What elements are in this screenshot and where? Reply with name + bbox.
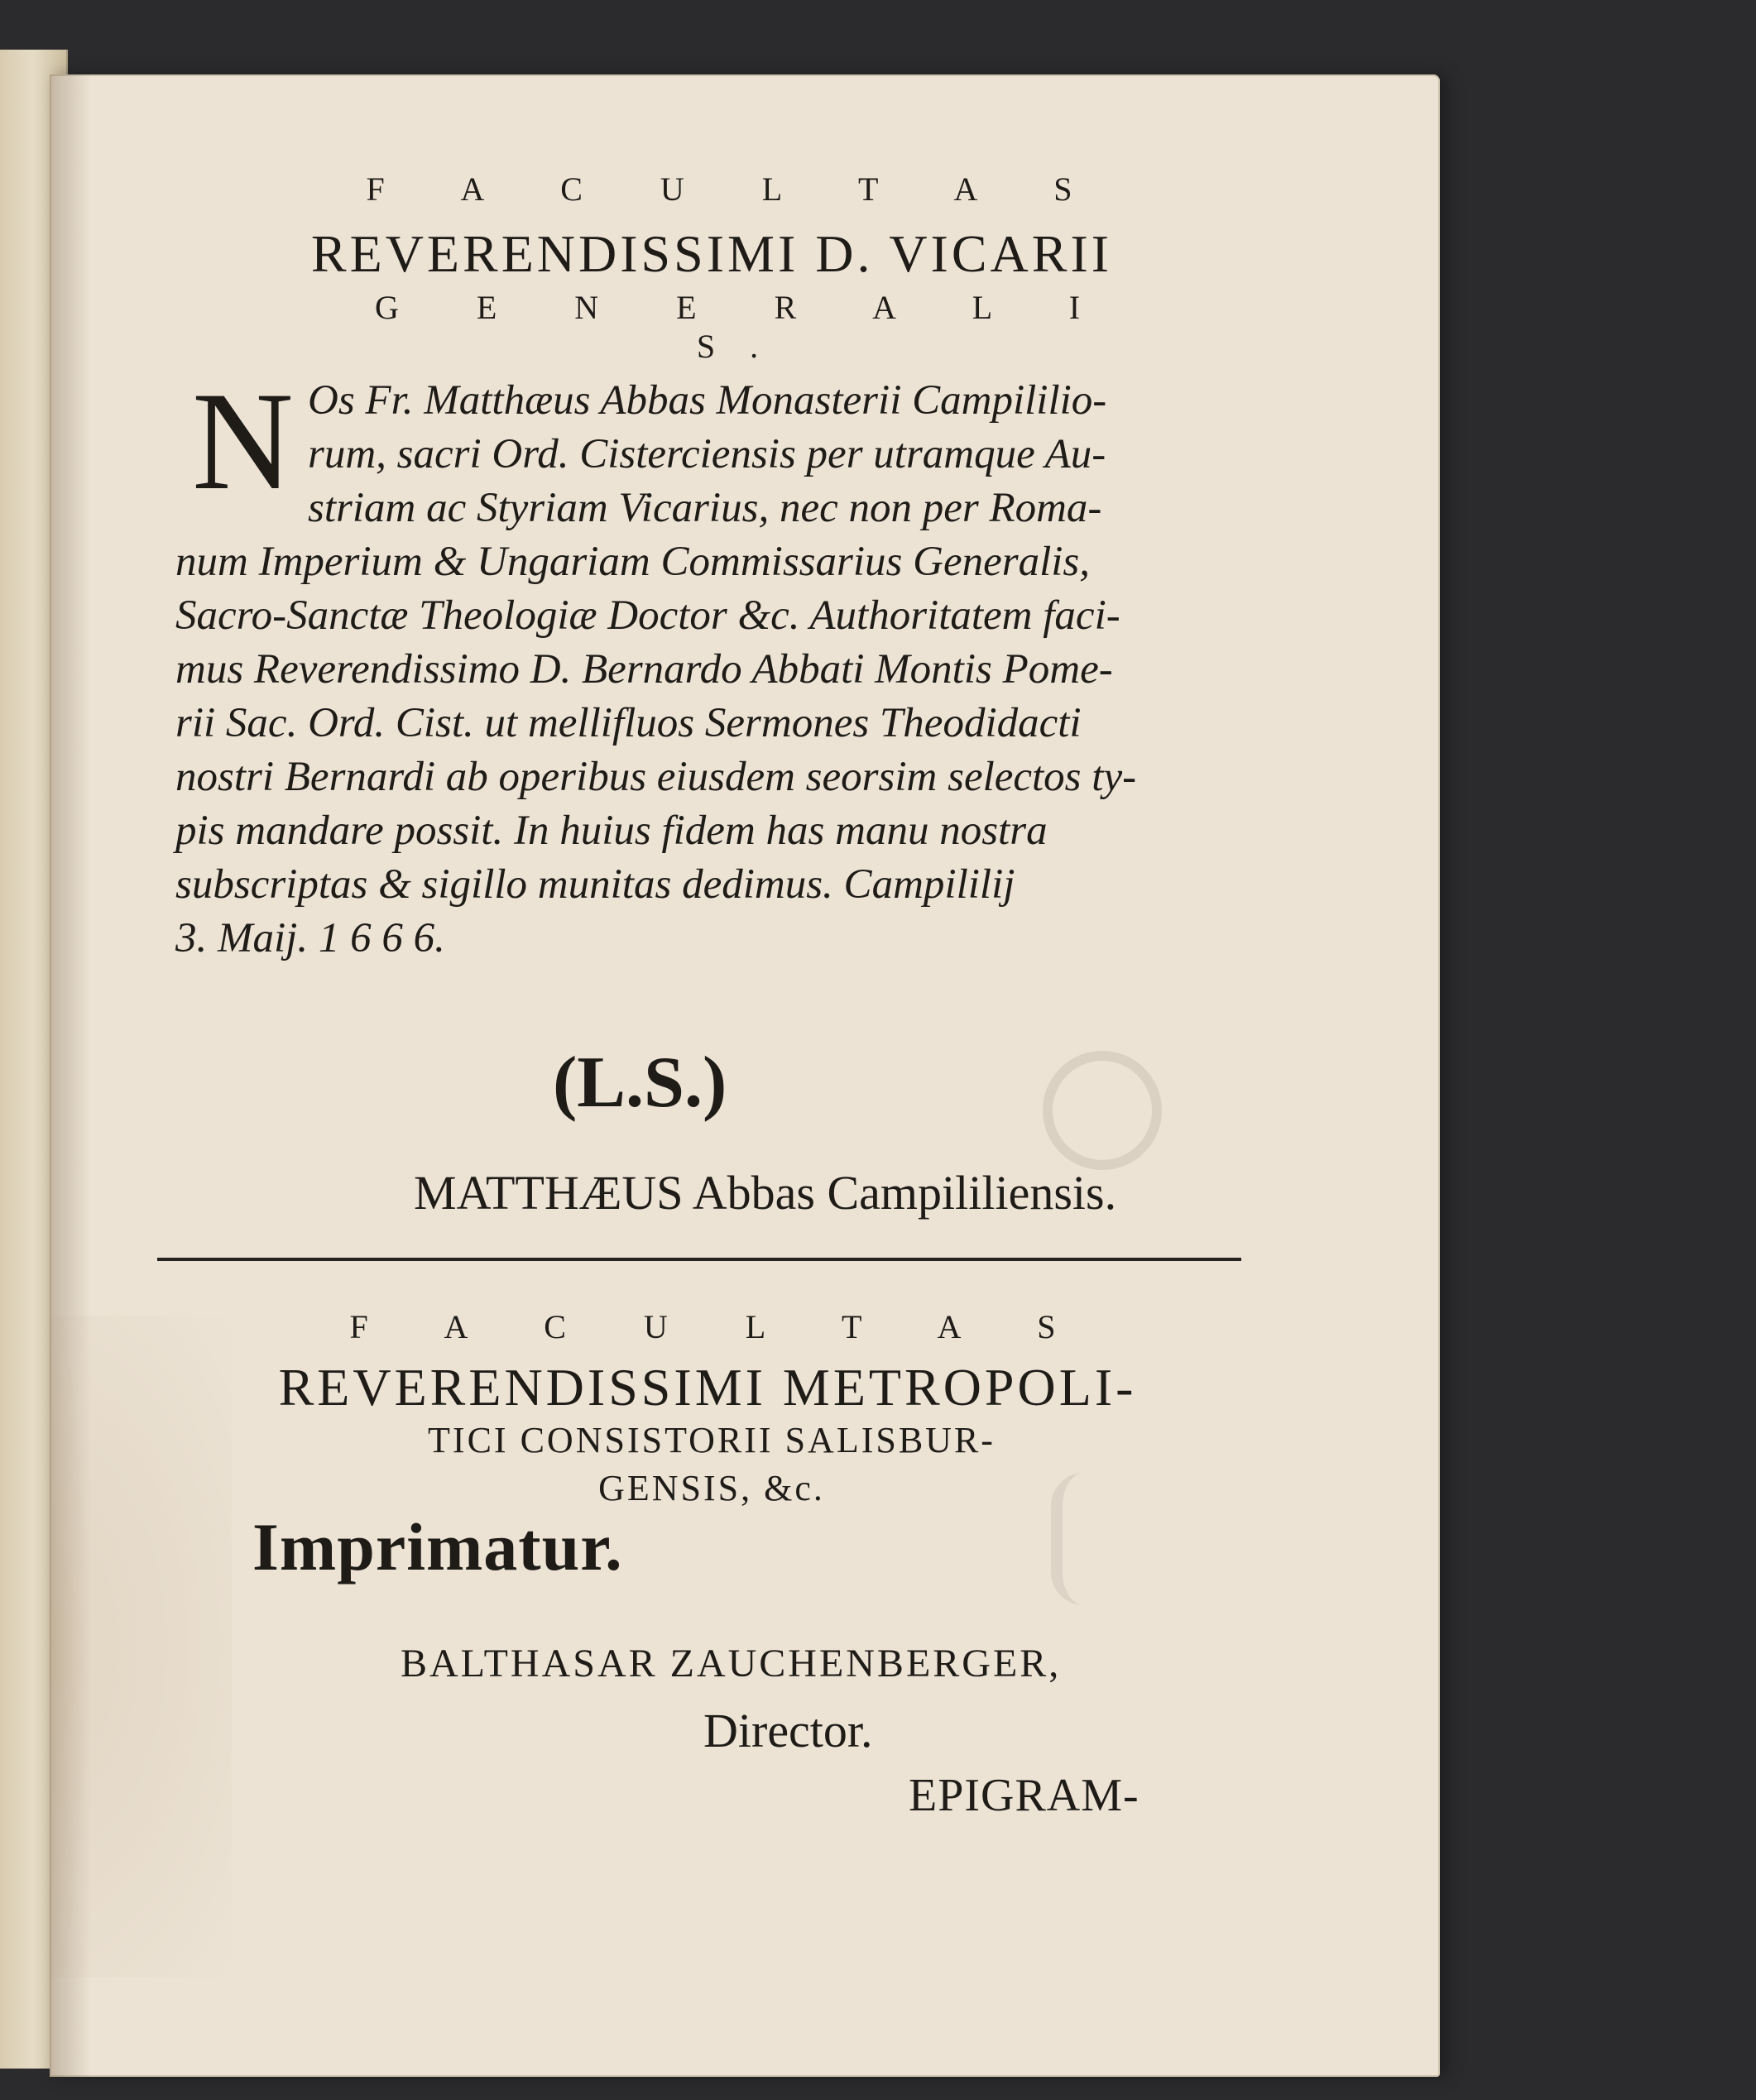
catchword: EPIGRAM- bbox=[909, 1770, 1139, 1821]
body-line: subscriptas & sigillo munitas dedimus. Campililij bbox=[175, 861, 1015, 908]
section1-heading-line1: F A C U L T A S bbox=[366, 170, 1107, 208]
body-line: striam ac Styriam Vicarius, nec non per Roma- bbox=[308, 485, 1102, 531]
body-line: num Imperium & Ungariam Commissarius Generalis, bbox=[175, 539, 1091, 585]
drop-cap: N bbox=[192, 363, 294, 519]
section-divider bbox=[157, 1258, 1241, 1261]
body-line: 3. Maij. 1 6 6 6. bbox=[175, 915, 445, 961]
section2-heading-line1: F A C U L T A S bbox=[349, 1308, 1091, 1345]
body-line: Os Fr. Matthæus Abbas Monasterii Campililio- bbox=[308, 377, 1107, 424]
show-through-ornament bbox=[1051, 1473, 1129, 1605]
show-through-ornament bbox=[1043, 1051, 1162, 1170]
signature-zauchenberger: BALTHASAR ZAUCHENBERGER, bbox=[401, 1642, 1062, 1685]
body-line: pis mandare possit. In huius fidem has manu nostra bbox=[175, 808, 1048, 854]
body-line: mus Reverendissimo D. Bernardo Abbati Montis Pome- bbox=[175, 646, 1113, 693]
section1-heading-line3: G E N E R A L I S. bbox=[374, 289, 1115, 365]
book-page bbox=[50, 74, 1440, 2077]
body-line: nostri Bernardi ab operibus eiusdem seorsim selectos ty- bbox=[175, 754, 1137, 800]
body-line: rum, sacri Ord. Cisterciensis per utramque Au- bbox=[308, 431, 1106, 477]
seal-mark: (L.S.) bbox=[553, 1043, 727, 1123]
body-line: Sacro-Sanctæ Theologiæ Doctor &c. Authoritatem faci- bbox=[175, 592, 1120, 639]
body-line: rii Sac. Ord. Cist. ut mellifluos Sermones Theodidacti bbox=[175, 700, 1082, 746]
signature-matthaeus: MATTHÆUS Abbas Campililiensis. bbox=[414, 1166, 1117, 1220]
signature-title: Director. bbox=[703, 1704, 873, 1757]
section1-heading-line2: REVERENDISSIMI D. VICARII bbox=[310, 224, 1113, 283]
section2-heading-line2: REVERENDISSIMI METROPOLI- bbox=[278, 1358, 1137, 1417]
section2-heading-line3: TICI CONSISTORII SALISBUR- bbox=[428, 1420, 996, 1460]
imprimatur: Imprimatur. bbox=[252, 1509, 623, 1585]
section2-heading-line4: GENSIS, &c. bbox=[598, 1468, 825, 1508]
